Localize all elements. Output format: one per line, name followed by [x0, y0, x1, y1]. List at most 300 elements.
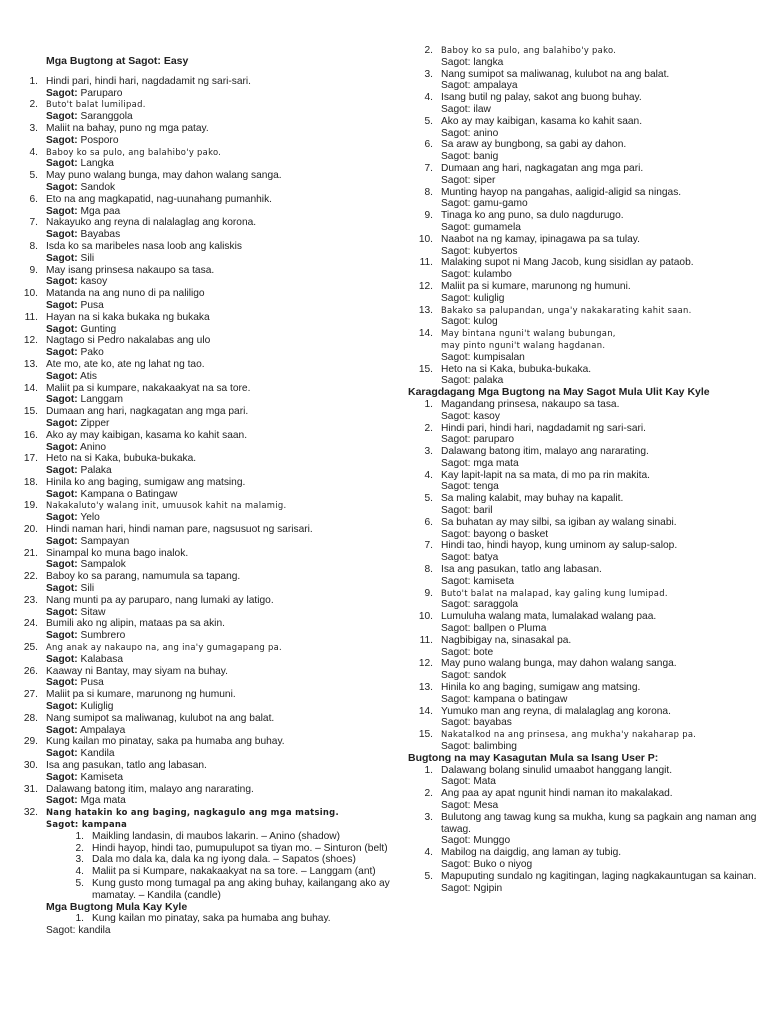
answer-label: Sagot: — [441, 351, 471, 363]
answer-label: Sagot: — [46, 653, 78, 665]
item-number: 32. — [23, 807, 38, 819]
answer-label: Sagot: — [441, 646, 471, 658]
riddle-item — [22, 383, 392, 395]
right-column — [408, 0, 758, 894]
answer-text: Anino — [79, 441, 107, 453]
riddle-item — [408, 729, 758, 741]
riddle-text: Maliit na bahay, puno ng mga patay. — [46, 122, 209, 134]
answer-label: Sagot: — [46, 512, 78, 524]
riddle-item — [408, 635, 758, 647]
riddle-item — [22, 618, 392, 630]
riddle-text: Buto't balat na malapad, kay galing kung lumipad. — [441, 587, 668, 598]
riddle-text: Ang anak ay nakaupo na, ang ina'y gumagapang pa. — [46, 642, 283, 653]
riddle-text: Baboy ko sa pulo, ang balahibo'y pako. — [441, 45, 617, 55]
answer-label: Sagot: — [441, 882, 471, 894]
answer-row — [22, 512, 392, 524]
riddle-item — [408, 423, 758, 435]
item-number: 3. — [424, 811, 433, 823]
riddle-text: May bintana nguni't walang bubungan, may pinto nguni't walang hagdanan. — [441, 328, 616, 350]
riddle-item — [22, 170, 392, 182]
answer-row — [22, 229, 392, 241]
riddle-item — [408, 328, 758, 352]
item-number: 16. — [23, 429, 38, 441]
riddle-item — [408, 493, 758, 505]
answer-label: Sagot: — [46, 925, 76, 937]
riddle-text: Hinila ko ang baging, sumigaw ang matsing. — [441, 682, 641, 694]
riddle-text: Kay lapit-lapit na sa mata, di mo pa rin makita. — [441, 469, 650, 481]
item-number: 10. — [418, 611, 433, 623]
item-number: 4. — [29, 146, 38, 158]
item-number: 11. — [419, 634, 433, 646]
riddle-text: Nang munti pa ay paruparo, nang lumaki ay latigo. — [46, 594, 274, 606]
riddle-text: Nagbibigay na, sinasakal pa. — [441, 634, 572, 646]
riddle-item — [22, 453, 392, 465]
answer-row — [408, 670, 758, 682]
riddle-item — [408, 281, 758, 293]
riddle-item — [22, 854, 392, 866]
riddle-text: Eto na ang magkapatid, nag-uunahang pumanhik. — [46, 193, 272, 205]
riddle-item — [22, 571, 392, 583]
answer-text: kulog — [473, 316, 498, 328]
item-number: 18. — [23, 476, 38, 488]
answer-row — [22, 182, 392, 194]
answer-label: Sagot: — [46, 347, 78, 359]
item-number: 1. — [424, 764, 433, 776]
answer-text: Ampalaya — [79, 724, 126, 736]
answer-label: Sagot: — [441, 481, 471, 493]
riddle-item — [408, 139, 758, 151]
answer-label: Sagot: — [46, 559, 78, 571]
riddle-text: Bulutong ang tawag kung sa mukha, kung sa pagkain ang naman ang tawag. — [441, 811, 757, 835]
answer-text: Sandok — [80, 181, 116, 193]
answer-row — [408, 293, 758, 305]
item-number: 9. — [29, 264, 38, 276]
riddle-item — [22, 147, 392, 159]
riddle-text: Hayan na si kaka bukaka ng bukaka — [46, 311, 210, 323]
riddle-text: Dalawang batong itim, malayo ang nararating. — [46, 783, 254, 795]
riddle-text: Dumaan ang hari, nagkagatan ang mga pari. — [441, 162, 644, 174]
answer-label: Sagot: — [441, 103, 471, 115]
item-number: 4. — [424, 469, 433, 481]
riddle-item — [408, 564, 758, 576]
answer-text: Sili — [80, 252, 95, 264]
item-number: 31. — [23, 783, 38, 795]
item-number: 6. — [424, 516, 433, 528]
riddle-item — [408, 517, 758, 529]
riddle-item — [22, 335, 392, 347]
answer-text: Mata — [473, 776, 496, 788]
answer-row — [408, 104, 758, 116]
item-number: 1. — [424, 398, 433, 410]
answer-label: Sagot: — [46, 205, 78, 217]
item-number: 22. — [23, 571, 38, 583]
item-number: 3. — [29, 122, 38, 134]
riddle-text: Dalawang bolang sinulid umaabot hanggang langit. — [441, 764, 673, 776]
riddle-text: Mapuputing sundalo ng kagitingan, laging nagkakauntugan sa kainan. — [441, 870, 757, 882]
riddle-item — [22, 760, 392, 772]
answer-text: Pusa — [80, 299, 104, 311]
riddle-list-easy — [22, 76, 392, 831]
item-number: 14. — [23, 382, 38, 394]
riddle-item — [408, 611, 758, 623]
answer-row — [22, 795, 392, 807]
answer-label: Sagot: — [441, 56, 471, 68]
answer-label: Sagot: — [441, 151, 471, 163]
answer-text: balimbing — [473, 741, 517, 753]
answer-row — [408, 352, 758, 364]
answer-text: kampana o batingaw — [473, 693, 568, 705]
item-number: 21. — [23, 547, 38, 559]
answer-row — [22, 465, 392, 477]
answer-label: Sagot: — [441, 741, 471, 753]
answer-text: baril — [473, 505, 493, 517]
answer-label: Sagot: — [441, 292, 471, 304]
answer-text: Zipper — [80, 417, 110, 429]
answer-row — [22, 324, 392, 336]
riddle-item — [22, 807, 392, 819]
answer-label: Sagot: — [441, 457, 471, 469]
riddle-list-karagdagang — [408, 399, 758, 753]
item-number: 8. — [29, 240, 38, 252]
answer-row — [408, 269, 758, 281]
item-number: 10. — [23, 288, 38, 300]
answer-label: Sagot: — [46, 134, 78, 146]
riddle-item — [408, 305, 758, 317]
item-number: 28. — [23, 712, 38, 724]
riddle-text: Baboy ko sa pulo, ang balahibo'y pako. — [46, 146, 222, 157]
answer-text: Kandila — [80, 748, 115, 760]
answer-label: Sagot: — [46, 229, 78, 241]
answer-label: Sagot: — [46, 677, 78, 689]
answer-label: Sagot: — [46, 771, 78, 783]
riddle-text: Nakatalkod na ang prinsesa, ang mukha'y nakaharap pa. — [441, 729, 697, 740]
riddle-list-user-p — [408, 765, 758, 895]
answer-label: Sagot: — [46, 583, 78, 595]
answer-label: Sagot: — [46, 181, 78, 193]
riddle-text: Hindi tao, hindi hayop, kung uminom ay salup-salop. — [441, 540, 678, 552]
answer-label: Sagot: — [441, 575, 471, 587]
riddle-text: Dala mo dala ka, dala ka ng iyong dala. – Sapatos (shoes) — [92, 854, 356, 866]
riddle-text: Sa araw ay bungbong, sa gabi ay dahon. — [441, 139, 627, 151]
item-number: 5. — [424, 493, 433, 505]
answer-text: kasoy — [80, 276, 108, 288]
answer-label: Sagot: — [46, 535, 78, 547]
item-number: 1. — [29, 75, 38, 87]
answer-text: Mga paa — [80, 205, 121, 217]
riddle-text: Maikling landasin, di maubos lakarin. – Anino (shadow) — [92, 830, 341, 842]
riddle-item — [22, 642, 392, 654]
answer-row — [408, 529, 758, 541]
answer-label: Sagot: — [46, 441, 78, 453]
item-number: 2. — [424, 422, 433, 434]
riddle-text: Maliit pa si kumpare, nakakaakyat na sa tore. — [46, 382, 251, 394]
riddle-text: Nakayuko ang reyna di nalalaglag ang korona. — [46, 217, 257, 229]
answer-text: paruparo — [473, 434, 515, 446]
riddle-text: Lumuluha walang mata, lumalakad walang paa. — [441, 611, 657, 623]
answer-label: Sagot: — [46, 276, 78, 288]
riddle-text: Kung kailan mo pinatay, saka pa humaba ang buhay. — [92, 913, 331, 925]
answer-row — [22, 347, 392, 359]
answer-text: Mga mata — [80, 795, 126, 807]
riddle-text: Yumuko man ang reyna, di malalaglag ang korona. — [441, 705, 671, 717]
answer-row — [22, 489, 392, 501]
item-number: 15. — [418, 729, 433, 741]
answer-label: Sagot: — [441, 858, 471, 870]
answer-label: Sagot: — [441, 269, 471, 281]
riddle-text: Nang hatakin ko ang baging, nagkagulo ang mga matsing. — [46, 807, 339, 818]
item-number: 2. — [29, 99, 38, 111]
riddle-item — [408, 765, 758, 777]
riddle-text: Kung kailan mo pinatay, saka pa humaba ang buhay. — [46, 736, 285, 748]
answer-row — [408, 800, 758, 812]
riddle-item — [408, 446, 758, 458]
riddle-item — [408, 588, 758, 600]
item-number: 8. — [424, 186, 433, 198]
answer-label: Sagot: — [441, 776, 471, 788]
item-number: 6. — [29, 193, 38, 205]
item-number: 13. — [418, 682, 433, 694]
answer-row — [22, 206, 392, 218]
riddle-text: Sa buhatan ay may silbi, sa igiban ay walang sinabi. — [441, 516, 677, 528]
riddle-text: Naabot na ng kamay, ipinagawa pa sa tulay. — [441, 233, 640, 245]
item-number: 11. — [24, 311, 38, 323]
riddle-text: Isda ko sa maribeles nasa loob ang kaliskis — [46, 240, 242, 252]
item-number: 6. — [424, 139, 433, 151]
riddle-item — [22, 736, 392, 748]
answer-row — [408, 883, 758, 895]
riddle-text: Maliit pa si Kumpare, nakakaakyat na sa tore. – Langgam (ant) — [92, 866, 376, 878]
answer-text: Atis — [79, 370, 97, 382]
riddle-item — [22, 548, 392, 560]
answer-text: Palaka — [80, 465, 112, 477]
riddle-item — [22, 123, 392, 135]
item-number: 10. — [418, 233, 433, 245]
answer-text: Yelo — [80, 512, 100, 524]
riddle-text: Mabilog na daigdig, ang laman ay tubig. — [441, 847, 622, 859]
answer-text: mga mata — [473, 457, 519, 469]
answer-text: Kuliglig — [80, 701, 114, 713]
item-number: 13. — [418, 304, 433, 316]
item-number: 4. — [424, 92, 433, 104]
riddle-item — [408, 540, 758, 552]
item-number: 5. — [424, 115, 433, 127]
riddle-text: Dalawang batong itim, malayo ang nararating. — [441, 446, 649, 458]
answer-label: Sagot: — [46, 701, 78, 713]
riddle-item — [408, 210, 758, 222]
riddle-item — [22, 831, 392, 843]
answer-text: gumamela — [473, 221, 521, 233]
item-number: 17. — [23, 453, 38, 465]
riddle-text: Baboy ko sa parang, namumula sa tapang. — [46, 571, 241, 583]
riddle-text: Ako ay may kaibigan, kasama ko kahit saan. — [441, 115, 643, 127]
answer-text: banig — [473, 151, 499, 163]
answer-text: Bayabas — [80, 229, 121, 241]
answer-label: Sagot: — [441, 198, 471, 210]
riddle-text: Nakakaluto'y walang init, umuusok kahit na malamig. — [46, 500, 287, 511]
answer-text: bote — [473, 646, 494, 658]
riddle-item — [22, 524, 392, 536]
answer-label: Sagot: — [46, 724, 78, 736]
answer-row — [22, 536, 392, 548]
item-number: 26. — [23, 665, 38, 677]
answer-text: ampalaya — [473, 80, 518, 92]
riddle-text: Hindi pari, hindi hari, nagdadamit ng sari-sari. — [441, 422, 646, 434]
riddle-text: Hinila ko ang baging, sumigaw ang matsing. — [46, 476, 246, 488]
answer-row — [408, 151, 758, 163]
answer-text: tenga — [473, 481, 499, 493]
answer-row — [408, 835, 758, 847]
answer-text: gamu-gamo — [473, 198, 528, 210]
riddle-text: Isang butil ng palay, sakot ang buong buhay. — [441, 92, 642, 104]
riddle-list-kyle-continued — [408, 45, 758, 387]
answer-text: Paruparo — [80, 87, 123, 99]
answer-row — [22, 725, 392, 737]
answer-text: Sili — [80, 583, 95, 595]
riddle-text: Malaking supot ni Mang Jacob, kung sisidlan ay pataob. — [441, 257, 694, 269]
answer-label: Sagot: — [441, 127, 471, 139]
answer-text: anino — [473, 127, 499, 139]
riddle-text: Maliit pa si kumare, marunong ng humuni. — [46, 689, 236, 701]
riddle-item — [408, 788, 758, 800]
riddle-text: Tinaga ko ang puno, sa dulo nagdurugo. — [441, 210, 624, 222]
answer-label: Sagot: — [441, 599, 471, 611]
riddle-item — [408, 847, 758, 859]
riddle-item — [22, 666, 392, 678]
riddle-text: Isa ang pasukan, tatlo ang labasan. — [46, 760, 207, 772]
answer-label: Sagot: — [46, 488, 78, 500]
answer-label: Sagot: — [46, 606, 78, 618]
riddle-item — [22, 288, 392, 300]
riddle-item — [22, 430, 392, 442]
item-number: 24. — [23, 618, 38, 630]
answer-row — [22, 559, 392, 571]
item-number: 12. — [418, 658, 433, 670]
answer-text: Ngipin — [473, 882, 503, 894]
riddle-text: Hindi hayop, hindi tao, pumupulupot sa tiyan mo. – Sinturon (belt) — [92, 842, 388, 854]
item-number: 7. — [424, 162, 433, 174]
item-number: 2. — [75, 842, 84, 854]
answer-label: Sagot: — [441, 800, 471, 811]
answer-label: Sagot: — [46, 465, 78, 477]
item-number: 30. — [23, 760, 38, 772]
answer-text: Pako — [80, 347, 104, 359]
riddle-text: Buto't balat lumilipad. — [46, 99, 146, 110]
answer-row — [22, 701, 392, 713]
answer-label: Sagot: — [441, 174, 471, 186]
riddle-item — [22, 878, 392, 902]
answer-text: bayabas — [473, 717, 512, 729]
riddle-item — [408, 470, 758, 482]
answer-text: saraggola — [473, 599, 519, 611]
riddle-text: May isang prinsesa nakaupo sa tasa. — [46, 264, 215, 276]
riddle-item — [22, 406, 392, 418]
riddle-item — [22, 312, 392, 324]
answer-text: kuliglig — [473, 292, 505, 304]
answer-text: Munggo — [473, 835, 511, 847]
answer-row — [22, 772, 392, 784]
riddle-item — [408, 92, 758, 104]
answer-row — [408, 175, 758, 187]
riddle-item — [408, 187, 758, 199]
riddle-item — [22, 241, 392, 253]
answer-text: kandila — [78, 925, 111, 937]
item-number: 5. — [29, 170, 38, 182]
item-number: 3. — [424, 68, 433, 80]
answer-text: bayong o basket — [473, 528, 549, 540]
answer-row — [22, 654, 392, 666]
answer-row — [408, 222, 758, 234]
riddle-item — [408, 116, 758, 128]
answer-label: Sagot: — [46, 323, 78, 335]
answer-label: Sagot: — [46, 111, 78, 123]
riddle-text: Maliit pa si kumare, marunong ng humuni. — [441, 280, 631, 292]
item-number: 13. — [23, 358, 38, 370]
riddle-item — [22, 500, 392, 512]
answer-label: Sagot: — [441, 717, 471, 729]
riddle-text: Heto na si Kaka, bubuka-bukaka. — [441, 363, 592, 375]
answer-row — [22, 607, 392, 619]
riddle-text: Isa ang pasukan, tatlo ang labasan. — [441, 564, 602, 576]
answer-text: Kalabasa — [80, 653, 124, 665]
answer-text: Kamiseta — [80, 771, 124, 783]
riddle-text: Nagtago si Pedro nakalabas ang ulo — [46, 335, 211, 347]
answer-label: Sagot: — [441, 693, 471, 705]
riddle-text: Sinampal ko muna bago inalok. — [46, 547, 189, 559]
answer-row — [408, 776, 758, 788]
item-number: 25. — [23, 642, 38, 654]
answer-label: Sagot: — [441, 670, 471, 682]
answer-row — [408, 481, 758, 493]
answer-row — [408, 316, 758, 328]
riddle-item — [22, 477, 392, 489]
answer-text: sandok — [473, 670, 507, 682]
riddle-text: May puno walang bunga, may dahon walang sanga. — [46, 170, 282, 182]
riddle-item — [408, 871, 758, 883]
answer-row — [22, 583, 392, 595]
answer-text: Kampana o Batingaw — [80, 488, 178, 500]
answer-label: Sagot: — [46, 795, 78, 807]
answer-row — [22, 300, 392, 312]
answer-row — [408, 859, 758, 871]
answer-text: siper — [473, 174, 496, 186]
riddle-text: Ako ay may kaibigan, kasama ko kahit saan. — [46, 429, 248, 441]
riddle-item — [408, 45, 758, 57]
answer-text: Sitaw — [80, 606, 106, 618]
riddle-item — [408, 682, 758, 694]
answer-row — [22, 819, 392, 831]
riddle-item — [22, 217, 392, 229]
item-number: 11. — [419, 257, 433, 269]
riddle-text: Matanda na ang nuno di pa naliligo — [46, 288, 205, 300]
answer-text: batya — [473, 552, 499, 564]
answer-text: kamiseta — [473, 575, 515, 587]
left-column — [22, 0, 392, 937]
answer-row — [22, 748, 392, 760]
riddle-text: Ang paa ay apat ngunit hindi naman ito makalakad. — [441, 788, 673, 800]
answer-label: Sagot: — [46, 299, 78, 311]
riddle-item — [408, 399, 758, 411]
section-title-kyle: Mga Bugtong Mula Kay Kyle — [46, 900, 188, 913]
riddle-item — [408, 812, 758, 836]
item-number: 27. — [23, 689, 38, 701]
answer-label: Sagot: — [46, 87, 78, 99]
answer-label: Sagot: — [46, 394, 78, 406]
answer-text: langka — [473, 56, 504, 68]
item-number: 2. — [424, 45, 433, 56]
riddle-text: Kung gusto mong tumagal pa ang aking buhay, kailangang ako ay mamatay. – Kandila (candle) — [92, 877, 390, 901]
answer-row — [408, 552, 758, 564]
answer-row — [408, 434, 758, 446]
